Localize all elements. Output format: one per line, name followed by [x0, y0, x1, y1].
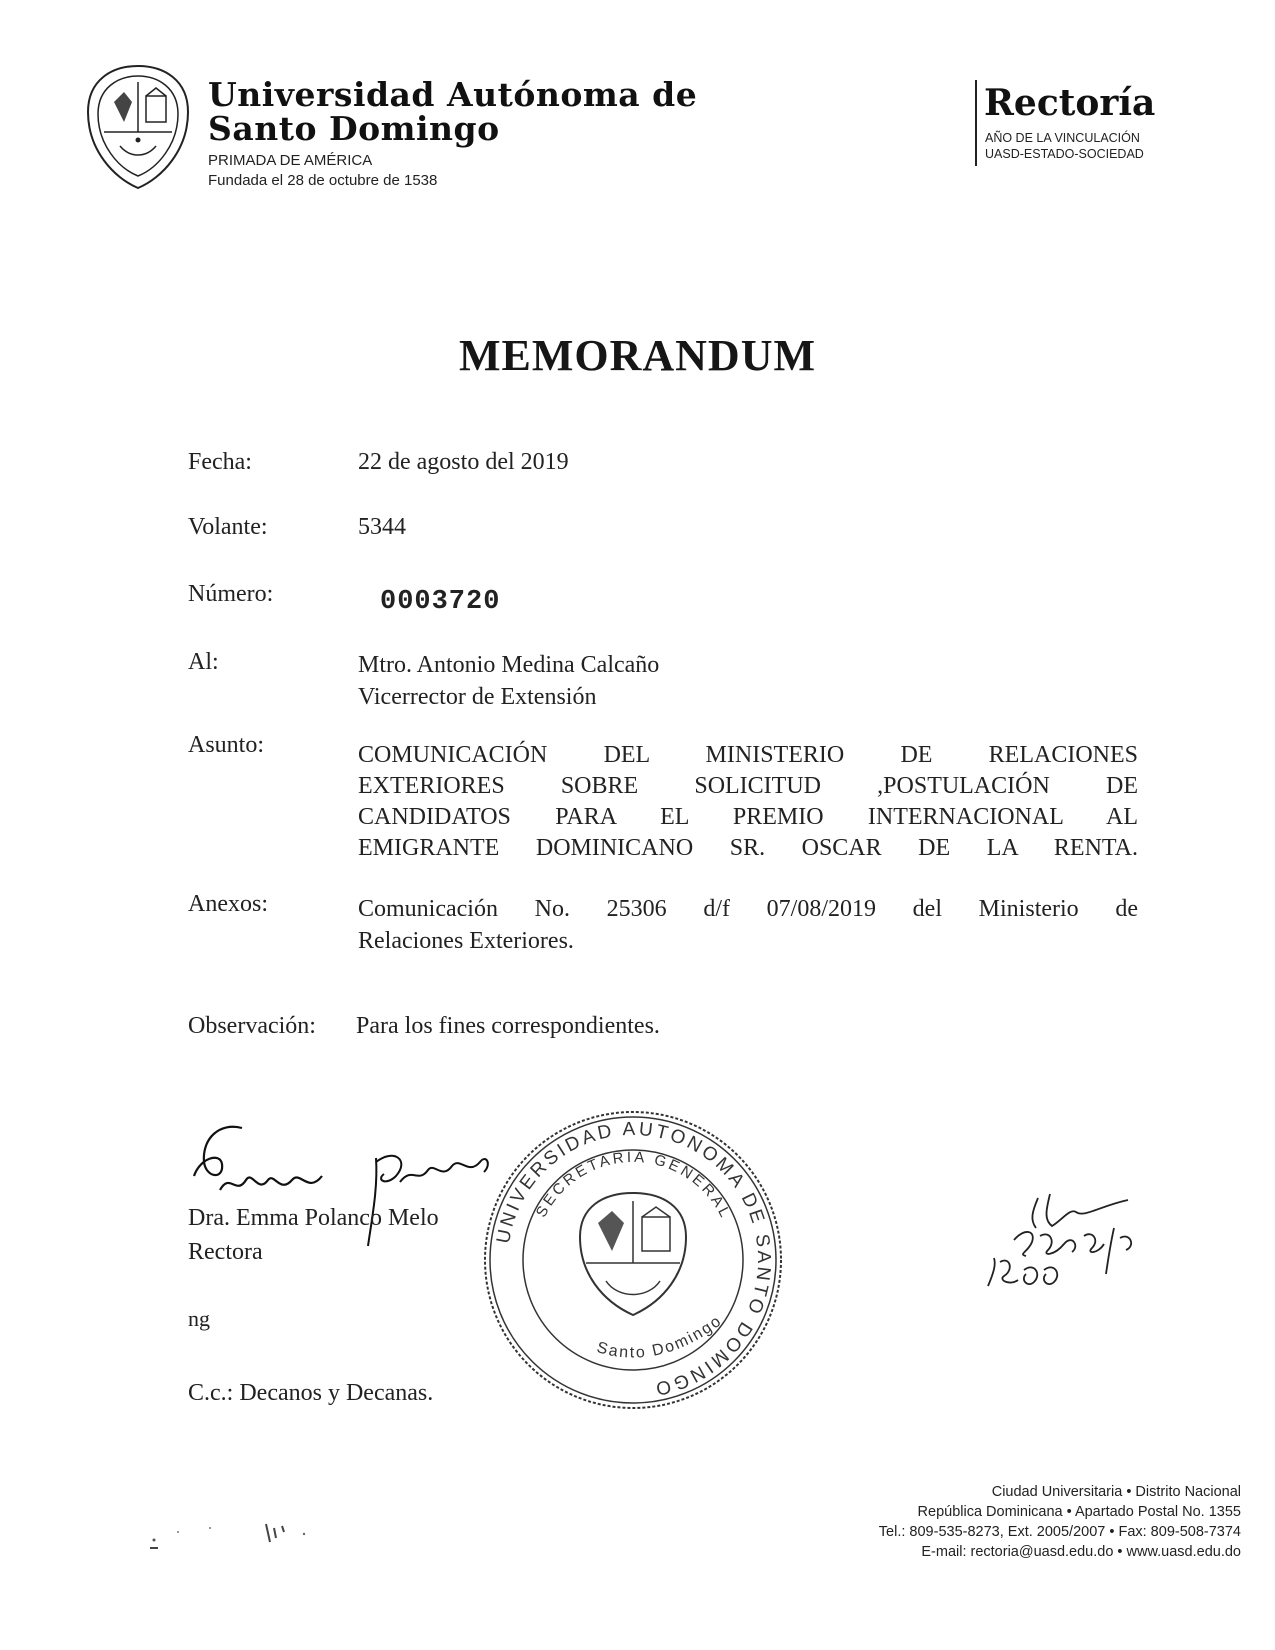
signatory-role: Rectora	[188, 1239, 263, 1265]
volante-label: Volante:	[188, 514, 268, 540]
university-name-line2: Santo Domingo	[208, 109, 500, 148]
stamp-inner-text: SECRETARIA GENERAL	[532, 1148, 735, 1223]
university-name-line1: Universidad Autónoma de	[208, 75, 698, 114]
asunto-line: EMIGRANTE DOMINICANO SR. OSCAR DE LA RENTA.	[358, 835, 1138, 861]
rectoria-title: Rectoría	[984, 82, 1156, 124]
university-seal-icon	[84, 62, 192, 192]
numero-label: Número:	[188, 581, 274, 607]
svg-text:Santo Domingo	[595, 1312, 726, 1362]
fecha-value: 22 de agosto del 2019	[358, 449, 569, 475]
anexos-label: Anexos:	[188, 891, 268, 917]
al-name: Mtro. Antonio Medina Calcaño	[358, 652, 660, 678]
anexos-line: Relaciones Exteriores.	[358, 928, 574, 954]
asunto-label: Asunto:	[188, 732, 265, 758]
anexos-line: Comunicación No. 25306 d/f 07/08/2019 del Ministerio de	[358, 896, 1138, 922]
handwritten-date-note	[980, 1190, 1180, 1300]
memo-title: MEMORANDUM	[458, 331, 817, 380]
observacion-value: Para los fines correspondientes.	[356, 1013, 660, 1039]
scan-artifact-marks	[148, 1518, 328, 1550]
stamp-outer-text: UNIVERSIDAD AUTONOMA DE SANTO DOMINGO	[493, 1118, 775, 1400]
al-label: Al:	[188, 649, 219, 675]
volante-value: 5344	[358, 514, 406, 540]
signatory-name: Dra. Emma Polanco Melo	[188, 1205, 439, 1231]
motto-line2: UASD-ESTADO-SOCIEDAD	[985, 147, 1144, 161]
founding-date-text: Fundada el 28 de octubre de 1538	[208, 172, 438, 189]
observacion-label: Observación:	[188, 1013, 316, 1039]
footer-phone-line: Tel.: 809-535-8273, Ext. 2005/2007 • Fax: 809-508-7374	[878, 1524, 1241, 1540]
asunto-line: COMUNICACIÓN DEL MINISTERIO DE RELACIONES	[358, 742, 1138, 768]
asunto-line: EXTERIORES SOBRE SOLICITUD ,POSTULACIÓN DE	[358, 773, 1138, 799]
footer-contact-line: E-mail: rectoria@uasd.edu.do • www.uasd.edu.do	[921, 1544, 1241, 1560]
stamp-bottom-text: Santo Domingo	[594, 1312, 726, 1362]
cc-line: C.c.: Decanos y Decanas.	[188, 1380, 434, 1406]
numero-value: 0003720	[380, 587, 501, 617]
typist-initials: ng	[188, 1306, 210, 1331]
secretaria-general-stamp-icon	[478, 1105, 788, 1415]
motto-line1: AÑO DE LA VINCULACIÓN	[985, 131, 1140, 145]
footer-address-line2: República Dominicana • Apartado Postal No. 1355	[917, 1504, 1241, 1520]
primada-text: PRIMADA DE AMÉRICA	[208, 152, 373, 169]
al-title: Vicerrector de Extensión	[358, 684, 597, 710]
footer-address-line1: Ciudad Universitaria • Distrito Nacional	[991, 1484, 1241, 1500]
fecha-label: Fecha:	[188, 449, 252, 475]
asunto-line: CANDIDATOS PARA EL PREMIO INTERNACIONAL AL	[358, 804, 1138, 830]
rectoria-divider	[975, 80, 977, 166]
